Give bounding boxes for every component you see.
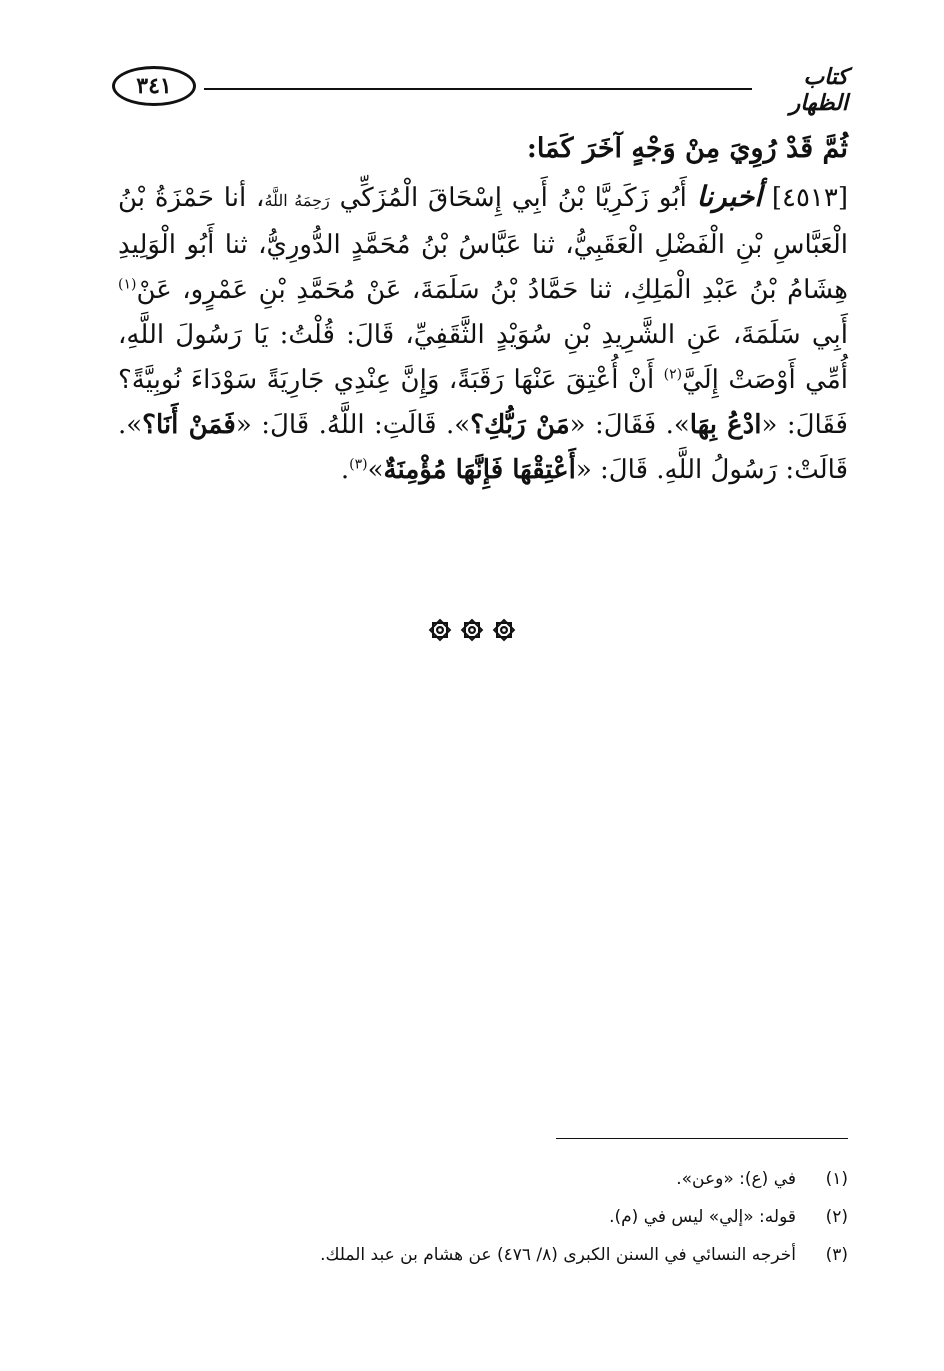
prophet-speech: ادْعُ بِهَا: [689, 410, 762, 440]
hadith-text: ». فَقَالَ: «: [569, 410, 690, 440]
footnote-ref[interactable]: (٣): [349, 456, 368, 473]
footnote-item: [148, 1160, 848, 1198]
footnote-text: في (ع): «وعن».: [676, 1169, 796, 1189]
footnote-item: [148, 1236, 848, 1274]
footnote-text: أخرجه النسائي في السنن الكبرى (٨/ ٤٧٦) عن هشام بن عبد الملك.: [320, 1245, 796, 1265]
akhbarana-label: أخبرنا: [696, 180, 762, 213]
footnotes: [148, 1160, 848, 1274]
hadith-text: ، أنا حَمْزَةُ بْنُ الْعَبَّاسِ بْنِ الْفَضْلِ الْعَقَبِيُّ، ثنا عَبَّاسُ بْنُ مُحَمَّدٍ الدُّورِيُّ، ثنا أَبُو الْوَلِيدِ هِشَامُ بْنُ عَبْدِ الْمَلِكِ، ثنا حَمَّادُ بْنُ سَلَمَةَ، عَنْ مُحَمَّدِ بْنِ عَمْرٍو، عَنْ: [118, 183, 848, 305]
hadith-paragraph: [118, 174, 848, 493]
main-text: [118, 126, 848, 493]
footnote-item: [148, 1198, 848, 1236]
footnote-text: قوله: «إلي» ليس في (م).: [609, 1207, 796, 1227]
rosette-icon: [459, 617, 485, 643]
hadith-number: [٤٥١٣]: [771, 183, 849, 213]
hadith-text: .: [340, 455, 350, 485]
hadith-text: ». قَالَتْ: رَسُولُ اللَّهِ. قَالَ: «: [118, 410, 848, 485]
header-rule: [204, 88, 752, 90]
prophet-speech: فَمَنْ أَنَا؟: [142, 410, 236, 440]
hadith-text: ». قَالَتِ: اللَّهُ. قَالَ: «: [235, 410, 471, 440]
footnote-marker: (١): [825, 1169, 848, 1189]
honorific: رَحِمَهُ اللَّهُ: [264, 191, 330, 210]
footnote-ref[interactable]: (١): [118, 276, 137, 293]
intro-line: ثُمَّ قَدْ رُوِيَ مِنْ وَجْهٍ آخَرَ كَمَا:: [526, 133, 848, 164]
footnote-ref[interactable]: (٢): [663, 366, 683, 383]
hadith-text: أَنْ أُعْتِقَ عَنْهَا رَقَبَةً، وَإِنَّ عِنْدِي جَارِيَةً سَوْدَاءَ نُوبِيَّةً؟ فَقَالَ: «: [118, 365, 848, 440]
section-ornament: [0, 617, 944, 643]
footnote-marker: (٣): [825, 1245, 848, 1265]
page-header: [112, 62, 848, 116]
rosette-icon: [427, 617, 453, 643]
prophet-speech: أَعْتِقْهَا فَإِنَّهَا مُؤْمِنَةٌ: [383, 455, 576, 485]
prophet-speech: مَنْ رَبُّكِ؟: [470, 410, 570, 440]
footnote-rule: [556, 1138, 848, 1139]
book-title: كتاب الظهار: [789, 64, 848, 116]
hadith-text: »: [367, 455, 384, 485]
page-number: ٣٤١: [112, 66, 196, 106]
hadith-text: أَبُو زَكَرِيَّا بْنُ أَبِي إِسْحَاقَ الْمُزَكِّي: [339, 183, 687, 213]
hadith-text: أَبِي سَلَمَةَ، عَنِ الشَّرِيدِ بْنِ سُوَيْدٍ الثَّقَفِيِّ، قَالَ: قُلْتُ: يَا رَسُولَ اللَّهِ، أُمِّي أَوْصَتْ إِلَيَّ: [118, 320, 848, 395]
rosette-icon: [491, 617, 517, 643]
footnote-marker: (٢): [825, 1207, 848, 1227]
